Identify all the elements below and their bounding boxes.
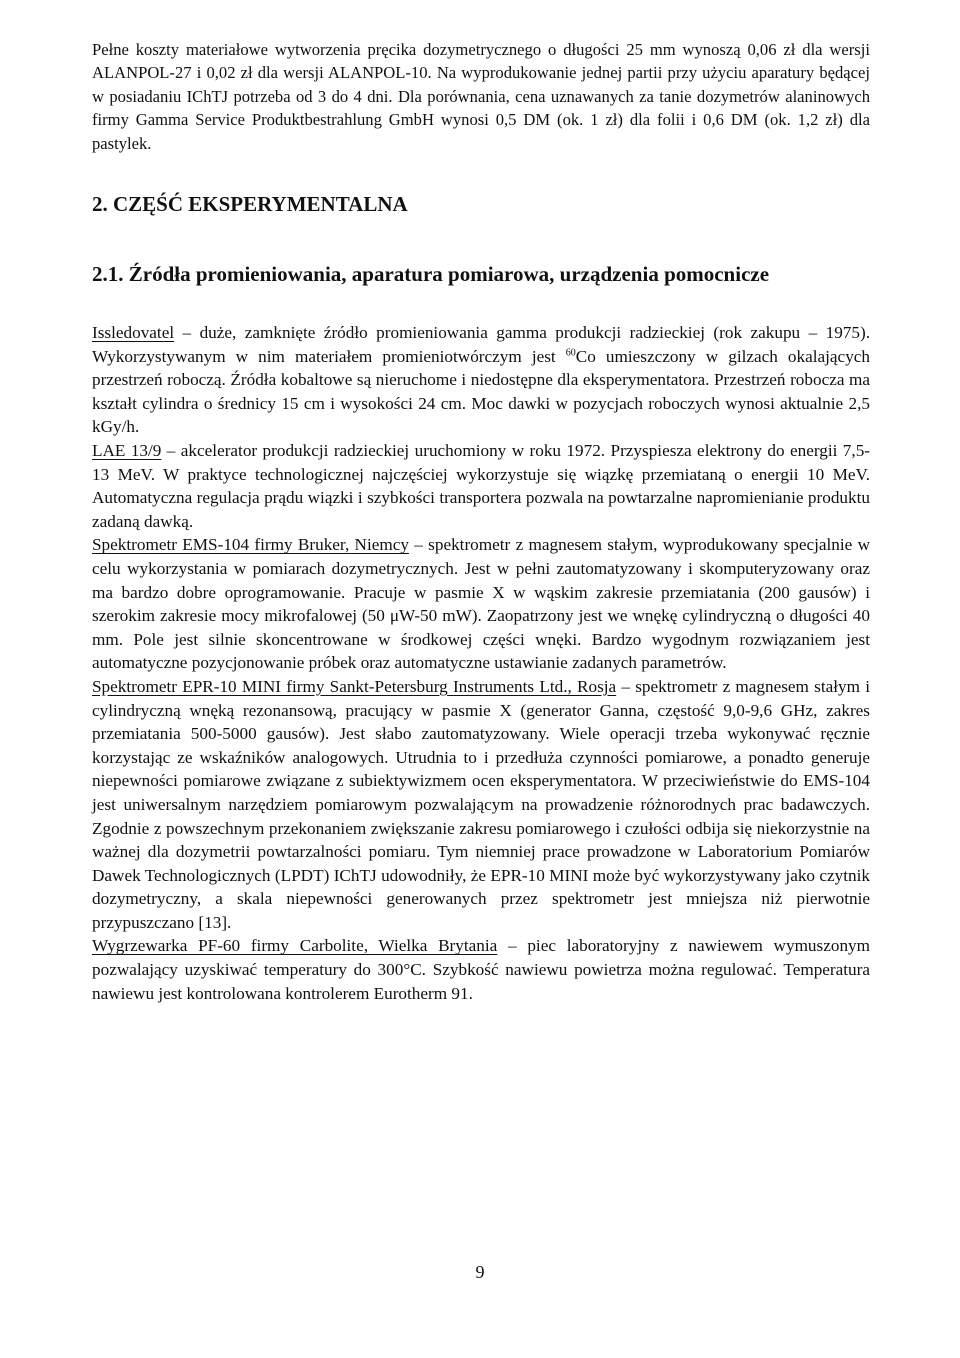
section-number: 2. <box>92 192 108 217</box>
subsection-title: Źródła promieniowania, aparatura pomiarowa, urządzenia pomocnicze <box>128 262 770 287</box>
entry-pf60 <box>92 934 870 1005</box>
document-page <box>92 38 870 1005</box>
intro-paragraph: Pełne koszty materiałowe wytworzenia pręcika dozymetrycznego o długości 25 mm wynoszą 0,06 zł dla wersji ALANPOL-27 i 0,02 zł dla wersji ALANPOL-10. Na wyprodukowanie jednej partii przy użyciu aparatury będącej w posiadaniu IChTJ potrzeba od 3 do 4 dni. Dla porównania, cena uznawanych za tanie dozymetrów alaninowych firmy Gamma Service Produktbestrahlung GmbH wynosi 0,5 DM (ok. 1 zł) dla folii i 0,6 DM (ok. 1,2 zł) dla pastylek. <box>92 40 870 153</box>
entry-name: LAE 13/9 <box>92 441 162 460</box>
page-number: 9 <box>475 1262 485 1282</box>
equipment-list <box>92 321 870 1005</box>
entry-name: Issledovatel <box>92 323 175 343</box>
entry-issledovatel <box>92 321 870 439</box>
entry-text-continued: Co umieszczony w gilzach okalających przestrzeń roboczą. Źródła kobaltowe są nieruchome i niedostępne dla eksperymentatora. Przestrzeń robocza ma kształt cylindra o średnicy 15 cm i wysokości 24 cm. Moc dawki w pozycjach roboczych wynosi aktualnie 2,5 kGy/h. <box>92 346 871 437</box>
entry-text: – spektrometr z magnesem stałym, wyprodukowany specjalnie w celu wykorzystania w pomiarach dozymetrycznych. Jest w pełni zautomatyzowany i skomputeryzowany oraz ma bardzo dobre oprogramowanie. Pracuje w pasmie X w wąskim zakresie przemiatania (200 gausów) i szerokim zakresie mocy mikrofalowej (50 μW-50 mW). Zaopatrzony jest we wnękę cylindryczną o długości 40 mm. Pole jest silnie skoncentrowane w środkowej części wnęki. Bardzo wygodnym rozwiązaniem jest automatyczne pozycjonowanie próbek oraz automatyczne ustawianie zadanych parametrów. <box>92 535 870 673</box>
entry-text: – akcelerator produkcji radzieckiej uruchomiony w roku 1972. Przyspiesza elektrony do energii 7,5-13 MeV. W praktyce technologicznej najczęściej wykorzystuje się wiązkę przemiataną o energii 10 MeV. Automatyczna regulacja prądu wiązki i szybkości transportera pozwala na powtarzalne napromienianie produktu zadaną dawką. <box>92 441 871 531</box>
section-heading <box>92 191 870 217</box>
section-title: CZĘŚĆ EKSPERYMENTALNA <box>113 192 408 217</box>
entry-name: Spektrometr EPR-10 MINI firmy Sankt-Petersburg Instruments Ltd., Rosja <box>92 676 617 696</box>
entry-text: – duże, zamknięte źródło promieniowania gamma produkcji radzieckiej (rok zakupu – 1975). Wykorzystywanym w nim materiałem promieniotwórczym jest <box>92 323 870 366</box>
entry-lae <box>92 439 870 533</box>
entry-text: – piec laboratoryjny z nawiewem wymuszonym pozwalający uzyskiwać temperatury do 300°C. Szybkość nawiewu powietrza można regulować. Temperatura nawiewu jest kontrolowana kontrolerem Eurotherm 91. <box>92 936 870 1003</box>
entry-ems104 <box>92 533 870 675</box>
isotope-superscript: 60 <box>565 346 576 358</box>
entry-name: Wygrzewarka PF-60 firmy Carbolite, Wielka Brytania <box>92 936 498 956</box>
subsection-heading <box>92 261 870 287</box>
subsection-number: 2.1. <box>92 262 124 287</box>
entry-epr10 <box>92 675 870 935</box>
entry-text: – spektrometr z magnesem stałym i cylindryczną wnęką rezonansową, pracujący w pasmie X (generator Ganna, częstość 9,0-9,6 GHz, zakres przemiatania 500-5000 gausów). Jest słabo zautomatyzowany. Wiele operacji trzeba wykonywać ręcznie korzystając ze wskaźników analogowych. Utrudnia to i przedłuża czynności pomiarowe, a ponadto generuje niepewności pomiarowe związane z subiektywizmem ocen eksperymentatora. W przeciwieństwie do EMS-104 jest uniwersalnym narzędziem pomiarowym pozwalającym na prowadzenie różnorodnych prac badawczych. Zgodnie z powszechnym przekonaniem zwiększanie zakresu pomiarowego i czułości odbija się niekorzystnie na ważnej dla dozymetrii powtarzalności pomiaru. Tym niemniej prace prowadzone w Laboratorium Pomiarów Dawek Technologicznych (LPDT) IChTJ udowodniły, że EPR-10 MINI może być wykorzystywany jako czytnik dozymetryczny, a skala niepewności generowanych przez spektrometr jest mniejsza niż pierwotnie przypuszczano [13]. <box>92 676 870 932</box>
entry-name: Spektrometr EMS-104 firmy Bruker, Niemcy <box>92 535 409 555</box>
